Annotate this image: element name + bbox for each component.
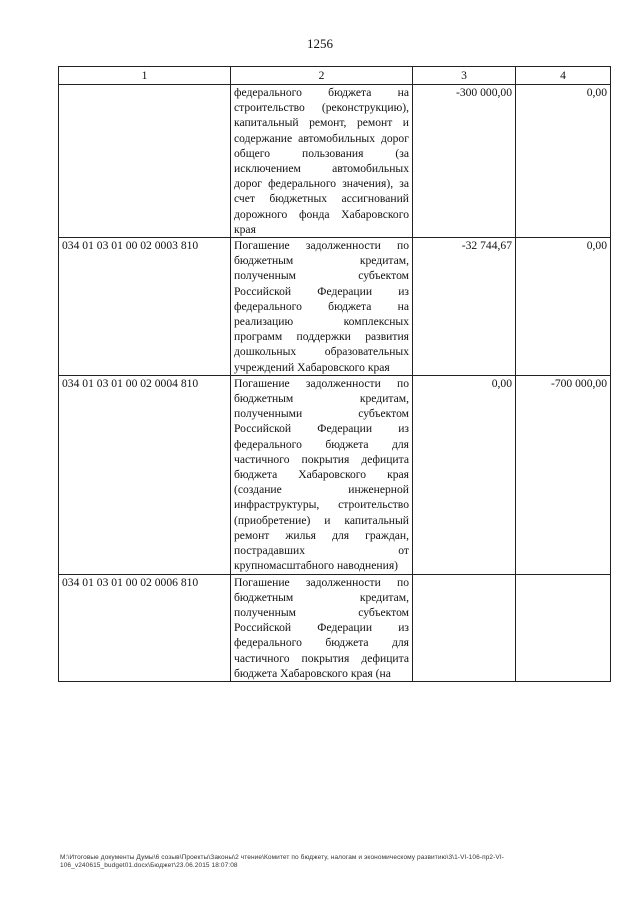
- table-row: [59, 375, 611, 574]
- row-code: [59, 85, 231, 238]
- row-amount-col4: 0,00: [516, 238, 611, 376]
- column-header-1: 1: [59, 67, 231, 85]
- column-header-3: 3: [413, 67, 516, 85]
- table-row: [59, 85, 611, 238]
- row-code: 034 01 03 01 00 02 0004 810: [59, 375, 231, 574]
- row-description: Погашение задолженности по бюджетным кредитам, полученным субъектом Российской Федерации из федерального бюджета на реализацию комплексных программ поддержки развития дошкольных образовательных учреждений Хабаровского края: [231, 238, 413, 376]
- budget-table: [58, 66, 611, 682]
- row-amount-col3: [413, 574, 516, 681]
- column-header-2: 2: [231, 67, 413, 85]
- row-amount-col3: -300 000,00: [413, 85, 516, 238]
- row-amount-col4: -700 000,00: [516, 375, 611, 574]
- table-row: [59, 238, 611, 376]
- row-amount-col3: -32 744,67: [413, 238, 516, 376]
- row-description: Погашение задолженности по бюджетным кредитам, полученным субъектом Российской Федерации из федерального бюджета для частичного покрытия дефицита бюджета Хабаровского края (на: [231, 574, 413, 681]
- row-amount-col4: 0,00: [516, 85, 611, 238]
- column-header-4: 4: [516, 67, 611, 85]
- row-code: 034 01 03 01 00 02 0003 810: [59, 238, 231, 376]
- row-amount-col4: [516, 574, 611, 681]
- table-header-row: [59, 67, 611, 85]
- row-description: федерального бюджета на строительство (реконструкцию), капитальный ремонт, ремонт и содержание автомобильных дорог общего пользования (за исключением автомобильных дорог федерального значения), за счет бюджетных ассигнований дорожного фонда Хабаровского края: [231, 85, 413, 238]
- row-amount-col3: 0,00: [413, 375, 516, 574]
- page-number: 1256: [307, 36, 333, 51]
- table-row: [59, 574, 611, 681]
- row-description: Погашение задолженности по бюджетным кредитам, полученными субъектом Российской Федерации из федерального бюджета для частичного покрытия дефицита бюджета Хабаровского края (создание инженерной инфраструктуры, строительство (приобретение) и капитальный ремонт жилья для граждан, пострадавших от крупномасштабного наводнения): [231, 375, 413, 574]
- document-path-footer: M:\Итоговые документы Думы\6 созыв\Проекты\Законы\2 чтение\Комитет по бюджету, налогам и экономическому развитию\3\1-VI-106-пр2-VI-106_v240615_budget01.docx\Бюджет\23.06.2015 18:07:08: [60, 854, 504, 869]
- row-code: 034 01 03 01 00 02 0006 810: [59, 574, 231, 681]
